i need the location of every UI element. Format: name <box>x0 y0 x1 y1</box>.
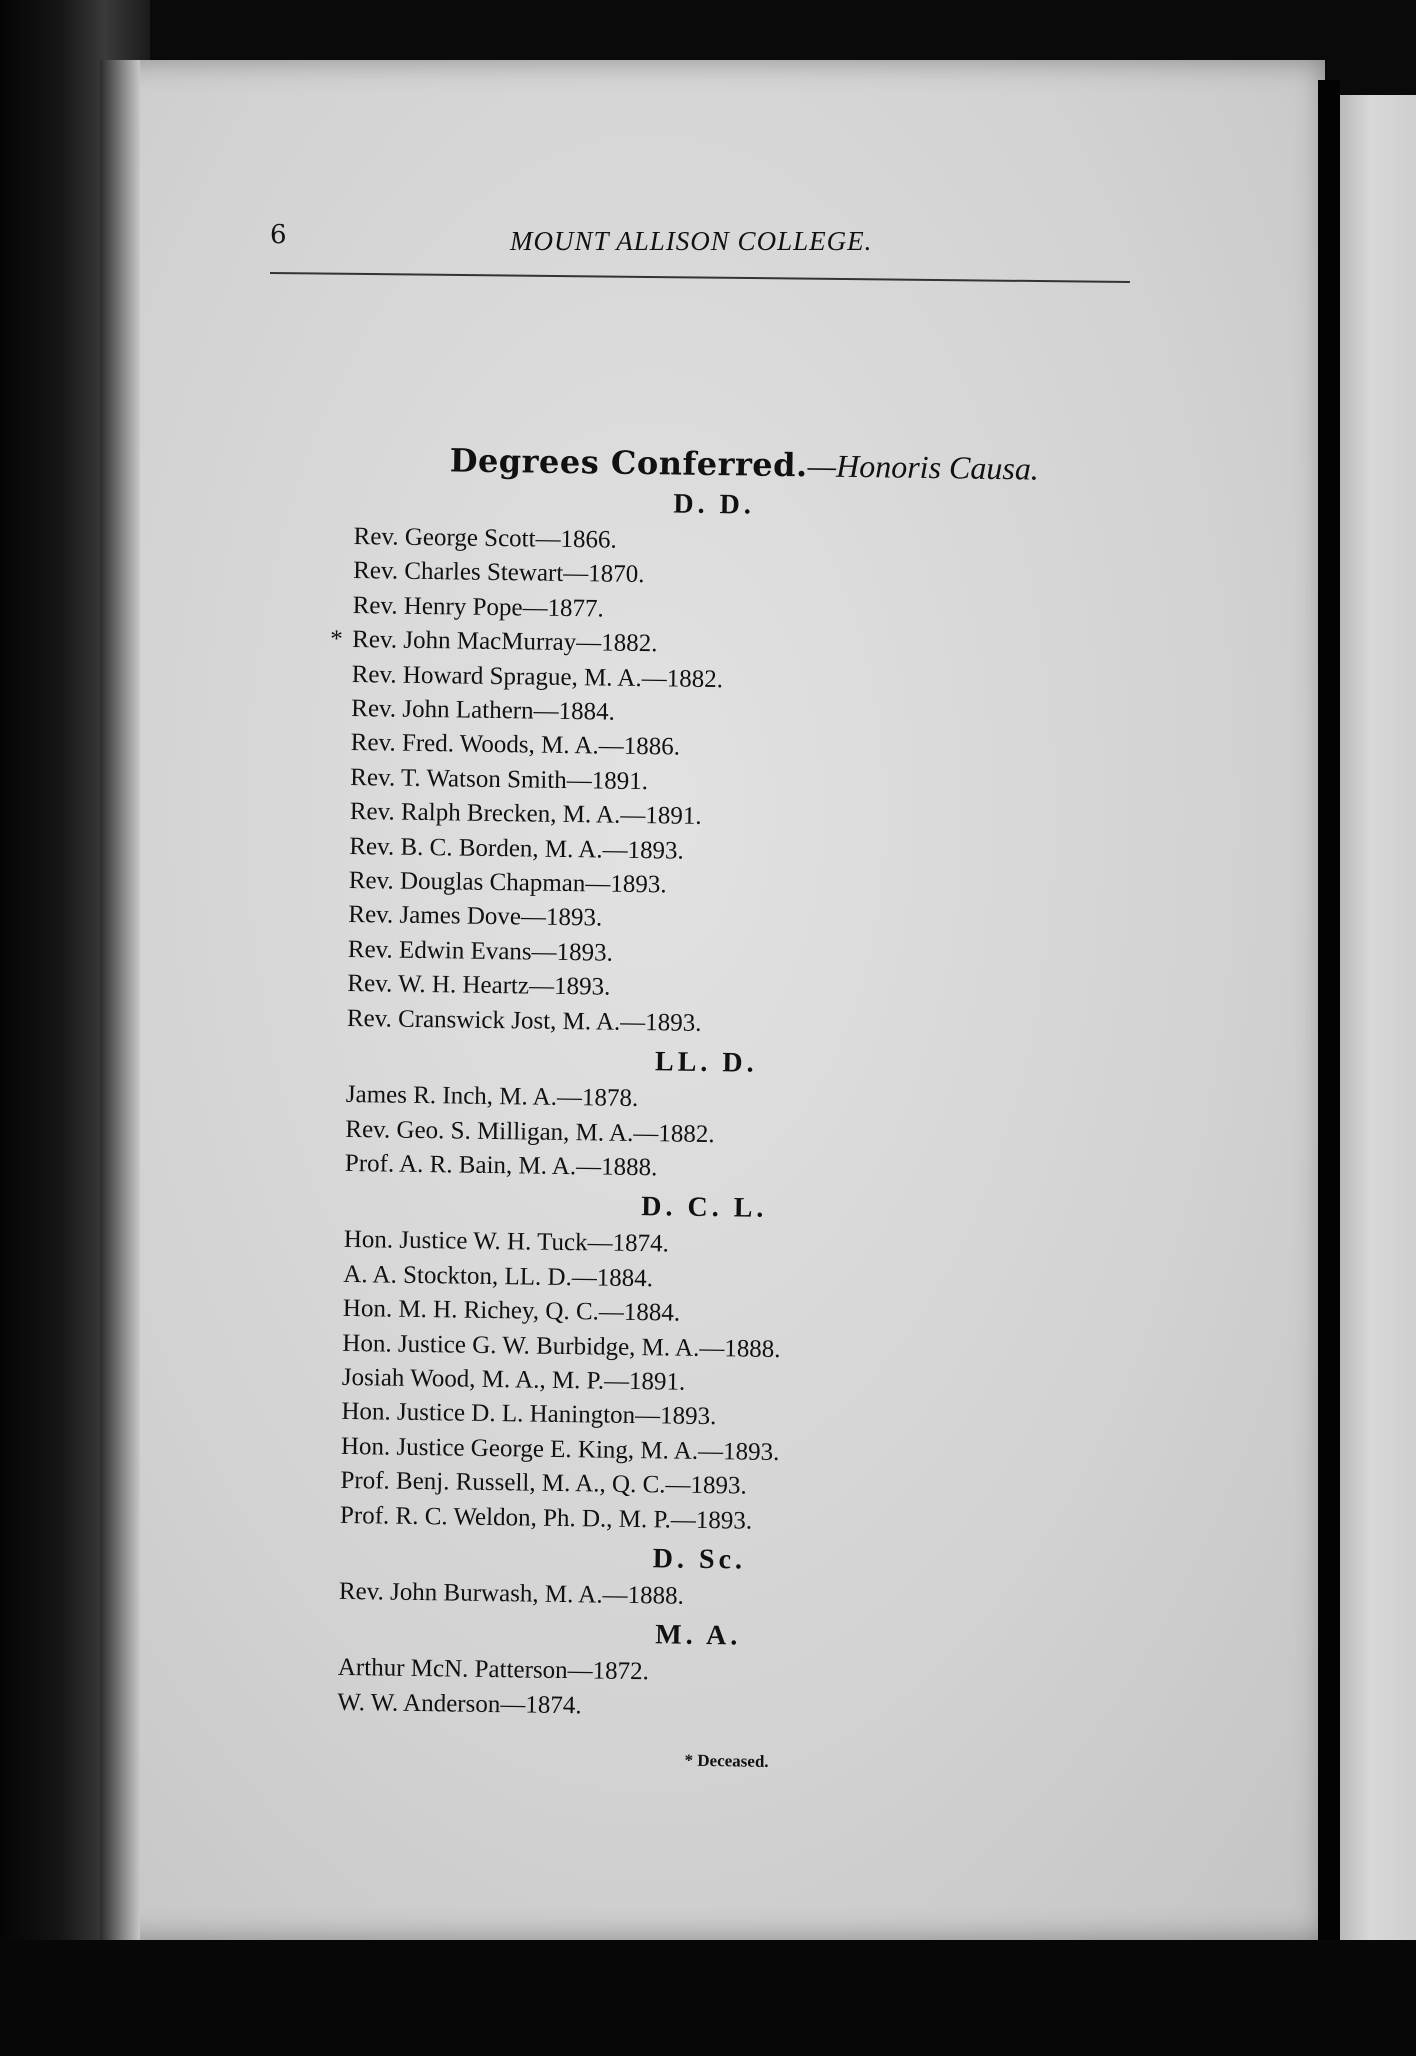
recipient-text: Hon. Justice George E. King, M. A.—1893. <box>340 1432 780 1466</box>
degree-sections <box>330 484 1074 1730</box>
adjacent-page-edge <box>1340 95 1416 1965</box>
page-number: 6 <box>270 220 287 250</box>
recipient-text: Prof. Benj. Russell, M. A., Q. C.—1893. <box>340 1467 747 1500</box>
page-header <box>270 220 1130 270</box>
page-gutter <box>1318 80 1340 1970</box>
recipient-text: Hon. Justice G. W. Burbidge, M. A.—1888. <box>342 1329 781 1363</box>
recipient-text: Rev. John Lathern—1884. <box>351 695 616 726</box>
deceased-mark: * <box>330 625 343 654</box>
degree-section-title: D. D. <box>673 488 756 521</box>
recipient-text: Rev. John Burwash, M. A.—1888. <box>338 1577 684 1610</box>
recipient-text: Rev. Ralph Brecken, M. A.—1891. <box>349 798 702 831</box>
recipient-text: Rev. Geo. S. Milligan, M. A.—1882. <box>345 1115 715 1148</box>
recipient-text: Rev. B. C. Borden, M. A.—1893. <box>349 832 684 865</box>
recipient-text: Rev. Fred. Woods, M. A.—1886. <box>350 729 681 762</box>
recipient-text: Rev. George Scott—1866. <box>353 522 617 554</box>
film-border-bottom <box>0 1940 1416 2056</box>
recipient-text: Rev. T. Watson Smith—1891. <box>350 763 649 795</box>
degree-section-title: M. A. <box>655 1619 742 1652</box>
degree-section-title: LL. D. <box>654 1046 758 1079</box>
page-heading <box>449 441 1074 488</box>
heading-title: Degrees Conferred. <box>449 441 808 485</box>
recipient-text: Josiah Wood, M. A., M. P.—1891. <box>341 1363 686 1396</box>
recipient-text: Rev. Howard Sprague, M. A.—1882. <box>351 660 724 693</box>
degree-list <box>330 440 1074 1776</box>
footnote: * Deceased. <box>684 1750 769 1772</box>
heading-subtitle: —Honoris Causa. <box>807 447 1040 487</box>
recipient-text: Rev. Cranswick Jost, M. A.—1893. <box>346 1004 702 1037</box>
recipient-text: Hon. M. H. Richey, Q. C.—1884. <box>342 1295 681 1327</box>
degree-recipient <box>339 1575 1059 1619</box>
recipient-text: Hon. Justice W. H. Tuck—1874. <box>343 1226 670 1258</box>
recipient-text: Arthur McN. Patterson—1872. <box>337 1654 650 1686</box>
recipient-text: Prof. A. R. Bain, M. A.—1888. <box>344 1149 658 1182</box>
recipient-text: Rev. Henry Pope—1877. <box>352 591 604 623</box>
recipient-text: Rev. John MacMurray—1882. <box>352 626 658 658</box>
recipient-text: James R. Inch, M. A.—1878. <box>345 1081 639 1113</box>
recipient-text: W. W. Anderson—1874. <box>337 1688 582 1720</box>
recipient-text: Rev. Douglas Chapman—1893. <box>348 867 667 899</box>
running-title: MOUNT ALLISON COLLEGE. <box>510 226 873 256</box>
recipient-text: Rev. W. H. Heartz—1893. <box>347 970 611 1001</box>
recipient-text: Prof. R. C. Weldon, Ph. D., M. P.—1893. <box>339 1501 753 1535</box>
recipient-text: Rev. Charles Stewart—1870. <box>352 557 645 589</box>
degree-section-title: D. C. L. <box>641 1191 768 1225</box>
recipient-text: Rev. Edwin Evans—1893. <box>347 935 614 967</box>
page-binding-edge <box>100 60 140 1940</box>
recipient-text: Hon. Justice D. L. Hanington—1893. <box>341 1398 717 1431</box>
recipient-text: Rev. James Dove—1893. <box>348 901 603 932</box>
degree-section-title: D. Sc. <box>652 1543 747 1576</box>
recipient-text: A. A. Stockton, LL. D.—1884. <box>343 1260 654 1292</box>
